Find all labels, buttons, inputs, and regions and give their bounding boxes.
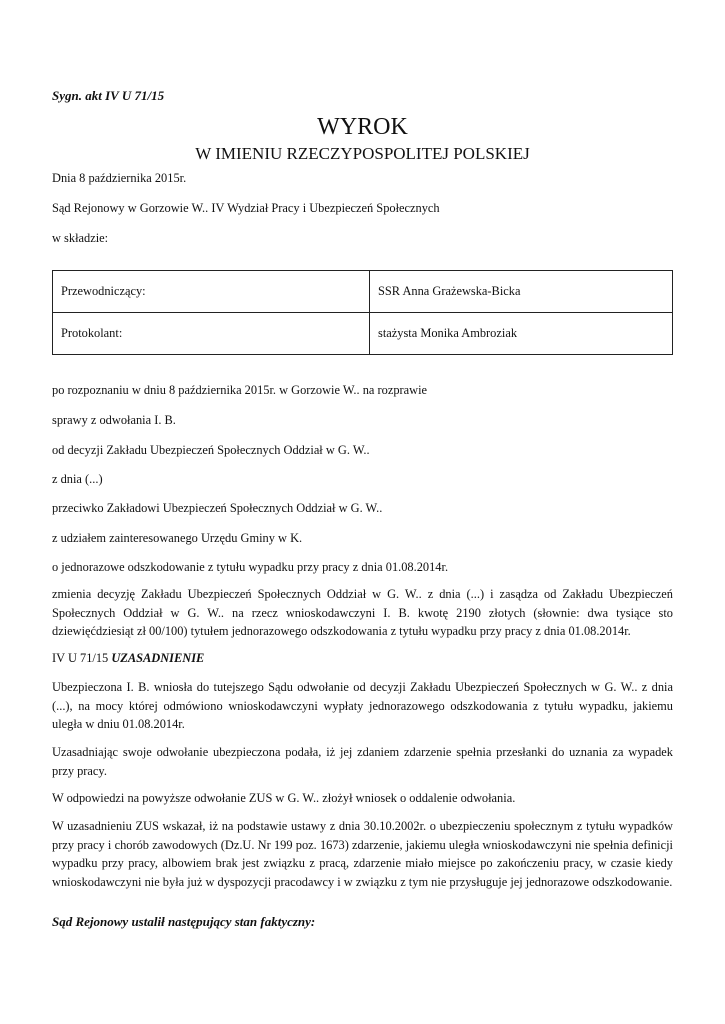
table-row xyxy=(53,271,673,313)
role-cell: Przewodniczący: xyxy=(53,271,370,313)
proceedings-line: z dnia (...) xyxy=(52,472,103,486)
document-subtitle: W IMIENIU RZECZYPOSPOLITEJ POLSKIEJ xyxy=(195,144,530,163)
proceedings-line: po rozpoznaniu w dniu 8 października 2015r. w Gorzowie W.. na rozprawie xyxy=(52,383,428,397)
justification-case-ref: IV U 71/15 xyxy=(52,651,109,665)
justification-heading xyxy=(52,649,204,668)
court-name: Sąd Rejonowy w Gorzowie W.. IV Wydział Pracy i Ubezpieczeń Społecznych xyxy=(52,201,440,215)
justification-paragraph: Ubezpieczona I. B. wniosła do tutejszego Sądu odwołanie od decyzji Zakładu Ubezpieczeń Społecznych w G. W.. z dnia (...), na mocy której odmówiono wnioskodawczyni wypłaty jednorazowego odszkodowania z tytułu wypadku, jakiemu uległa w dniu 01.08.2014r. xyxy=(52,680,673,731)
proceedings-line: przeciwko Zakładowi Ubezpieczeń Społecznych Oddział w G. W.. xyxy=(52,501,383,515)
justification-title: UZASADNIENIE xyxy=(111,651,205,665)
verdict-paragraph: zmienia decyzję Zakładu Ubezpieczeń Społecznych Oddział w G. W.. z dnia (...) i zasądza od Zakładu Ubezpieczeń Społecznych Oddział w G. W.. na rzecz wnioskodawczyni I. B. kwotę 2190 złotych (słownie: dwa tysiące sto dziewięćdziesiąt zł 00/100) tytułem jednorazowego odszkodowania z tytułu wypadku przy pracy z dnia 01.08.2014r. xyxy=(52,587,673,638)
proceedings-line: od decyzji Zakładu Ubezpieczeń Społecznych Oddział w G. W.. xyxy=(52,443,370,457)
proceedings-line: o jednorazowe odszkodowanie z tytułu wypadku przy pracy z dnia 01.08.2014r. xyxy=(52,560,449,574)
judgment-date: Dnia 8 października 2015r. xyxy=(52,171,187,185)
proceedings-line: z udziałem zainteresowanego Urzędu Gminy w K. xyxy=(52,531,303,545)
document-title: WYROK xyxy=(317,114,408,140)
composition-table xyxy=(52,270,673,355)
composition-label: w składzie: xyxy=(52,231,109,245)
justification-paragraph: W odpowiedzi na powyższe odwołanie ZUS w G. W.. złożył wniosek o oddalenie odwołania. xyxy=(52,791,516,805)
case-number: Sygn. akt IV U 71/15 xyxy=(52,88,165,103)
proceedings-line: sprawy z odwołania I. B. xyxy=(52,413,176,427)
person-cell: stażysta Monika Ambroziak xyxy=(370,313,673,355)
table-row xyxy=(53,313,673,355)
role-cell: Protokolant: xyxy=(53,313,370,355)
person-cell: SSR Anna Grażewska-Bicka xyxy=(370,271,673,313)
justification-paragraph: Uzasadniając swoje odwołanie ubezpieczona podała, iż jej zdaniem zdarzenie spełnia przesłanki do uznania za wypadek przy pracy. xyxy=(52,745,673,778)
justification-paragraph: W uzasadnieniu ZUS wskazał, iż na podstawie ustawy z dnia 30.10.2002r. o ubezpieczeniu społecznym z tytułu wypadków przy pracy i chorób zawodowych (Dz.U. Nr 199 poz. 1673) zdarzenie, jakiemu uległa wnioskodawczyni nie spełnia definicji wypadku przy pracy, albowiem brak jest związku z pracą, zdarzenie miało miejsce po zakończeniu pracy, w czasie kiedy wnioskodawczyni nie była już w dyspozycji pracodawcy i w związku z tym nie przysługuje jej jednorazowe odszkodowanie. xyxy=(52,819,673,889)
findings-heading: Sąd Rejonowy ustalił następujący stan faktyczny: xyxy=(52,914,316,929)
